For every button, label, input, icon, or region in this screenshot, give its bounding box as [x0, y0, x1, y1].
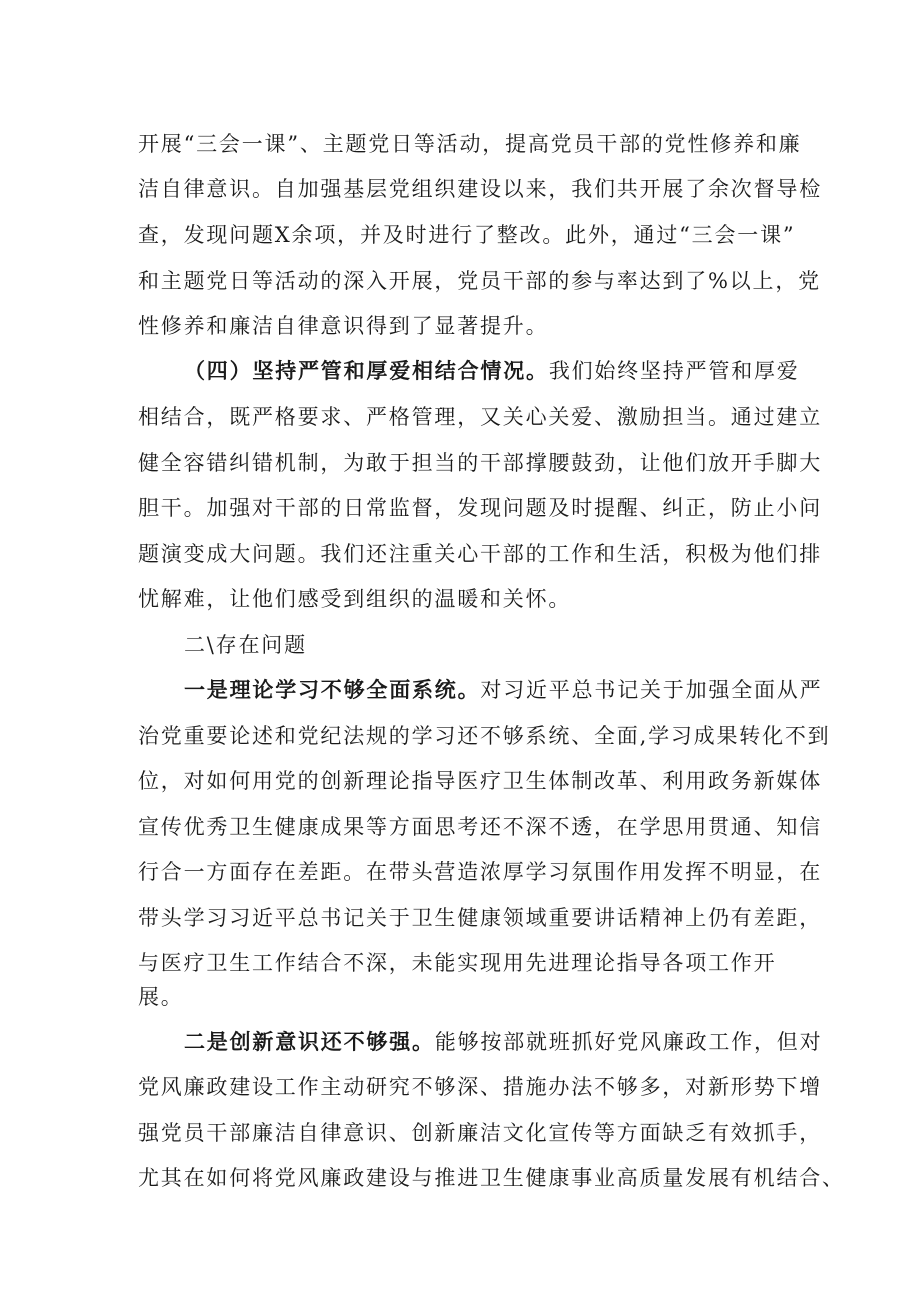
paragraph-line: 相结合，既严格要求、严格管理，又关心关爱、激励担当。通过建立 — [138, 405, 822, 429]
paragraph-line: 洁自律意识。自加强基层党组织建设以来，我们共开展了余次督导检 — [138, 177, 822, 201]
paragraph-line: 和主题党日等活动的深入开展，党员干部的参与率达到了%以上，党 — [138, 269, 821, 293]
paragraph-line: 治党重要论述和党纪法规的学习还不够系统、全面,学习成果转化不到 — [138, 724, 831, 748]
paragraph-line: 查，发现问题X余项，并及时进行了整改。此外，通过“三会一课” — [138, 223, 796, 247]
problem-one-heading: 一是理论学习不够全面系统。对习近平总书记关于加强全面从严 — [184, 677, 823, 702]
paragraph-line: 与医疗卫生工作结合不深，未能实现用先进理论指导各项工作开 — [138, 951, 777, 975]
paragraph-line: 题演变成大问题。我们还注重关心干部的工作和生活，积极为他们排 — [138, 542, 822, 566]
paragraph-line: 位，对如何用党的创新理论指导医疗卫生体制改革、利用政务新媒体 — [138, 769, 822, 793]
problem-two-heading: 二是创新意识还不够强。能够按部就班抓好党风廉政工作，但对 — [184, 1029, 823, 1054]
paragraph-line: 行合一方面存在差距。在带头营造浓厚学习氛围作用发挥不明显，在 — [138, 860, 822, 884]
paragraph-line: 带头学习习近平总书记关于卫生健康领域重要讲话精神上仍有差距， — [138, 906, 822, 930]
paragraph-line: 展。 — [138, 985, 184, 1009]
paragraph-line: 胆干。加强对干部的日常监督，发现问题及时提醒、纠正，防止小问 — [138, 496, 822, 520]
section-title-problems: 二\存在问题 — [184, 633, 307, 657]
paragraph-line: 健全容错纠错机制，为敢于担当的干部撑腰鼓劲，让他们放开手脚大 — [138, 451, 822, 475]
heading-bold-text: 二是创新意识还不够强。 — [184, 1029, 435, 1054]
paragraph-line: 强党员干部廉洁自律意识、创新廉洁文化宣传等方面缺乏有效抓手， — [138, 1121, 822, 1145]
paragraph-line: 党风廉政建设工作主动研究不够深、措施办法不够多，对新形势下增 — [138, 1075, 822, 1099]
paragraph-line: 宣传优秀卫生健康成果等方面思考还不深不透，在学思用贯通、知信 — [138, 815, 822, 839]
heading-bold-text: 一是理论学习不够全面系统。 — [184, 677, 481, 702]
paragraph-line: 性修养和廉洁自律意识得到了显著提升。 — [138, 314, 549, 338]
paragraph-line: 尤其在如何将党风廉政建设与推进卫生健康事业高质量发展有机结合、 — [138, 1166, 845, 1190]
paragraph-line: 忧解难，让他们感受到组织的温暖和关怀。 — [138, 587, 572, 611]
heading-bold-text: （四）坚持严管和厚爱相结合情况。 — [184, 358, 549, 383]
section-heading-four: （四）坚持严管和厚爱相结合情况。我们始终坚持严管和厚爱 — [184, 358, 800, 383]
paragraph-line: 开展“三会一课”、主题党日等活动，提高党员干部的党性修养和廉 — [138, 132, 802, 156]
